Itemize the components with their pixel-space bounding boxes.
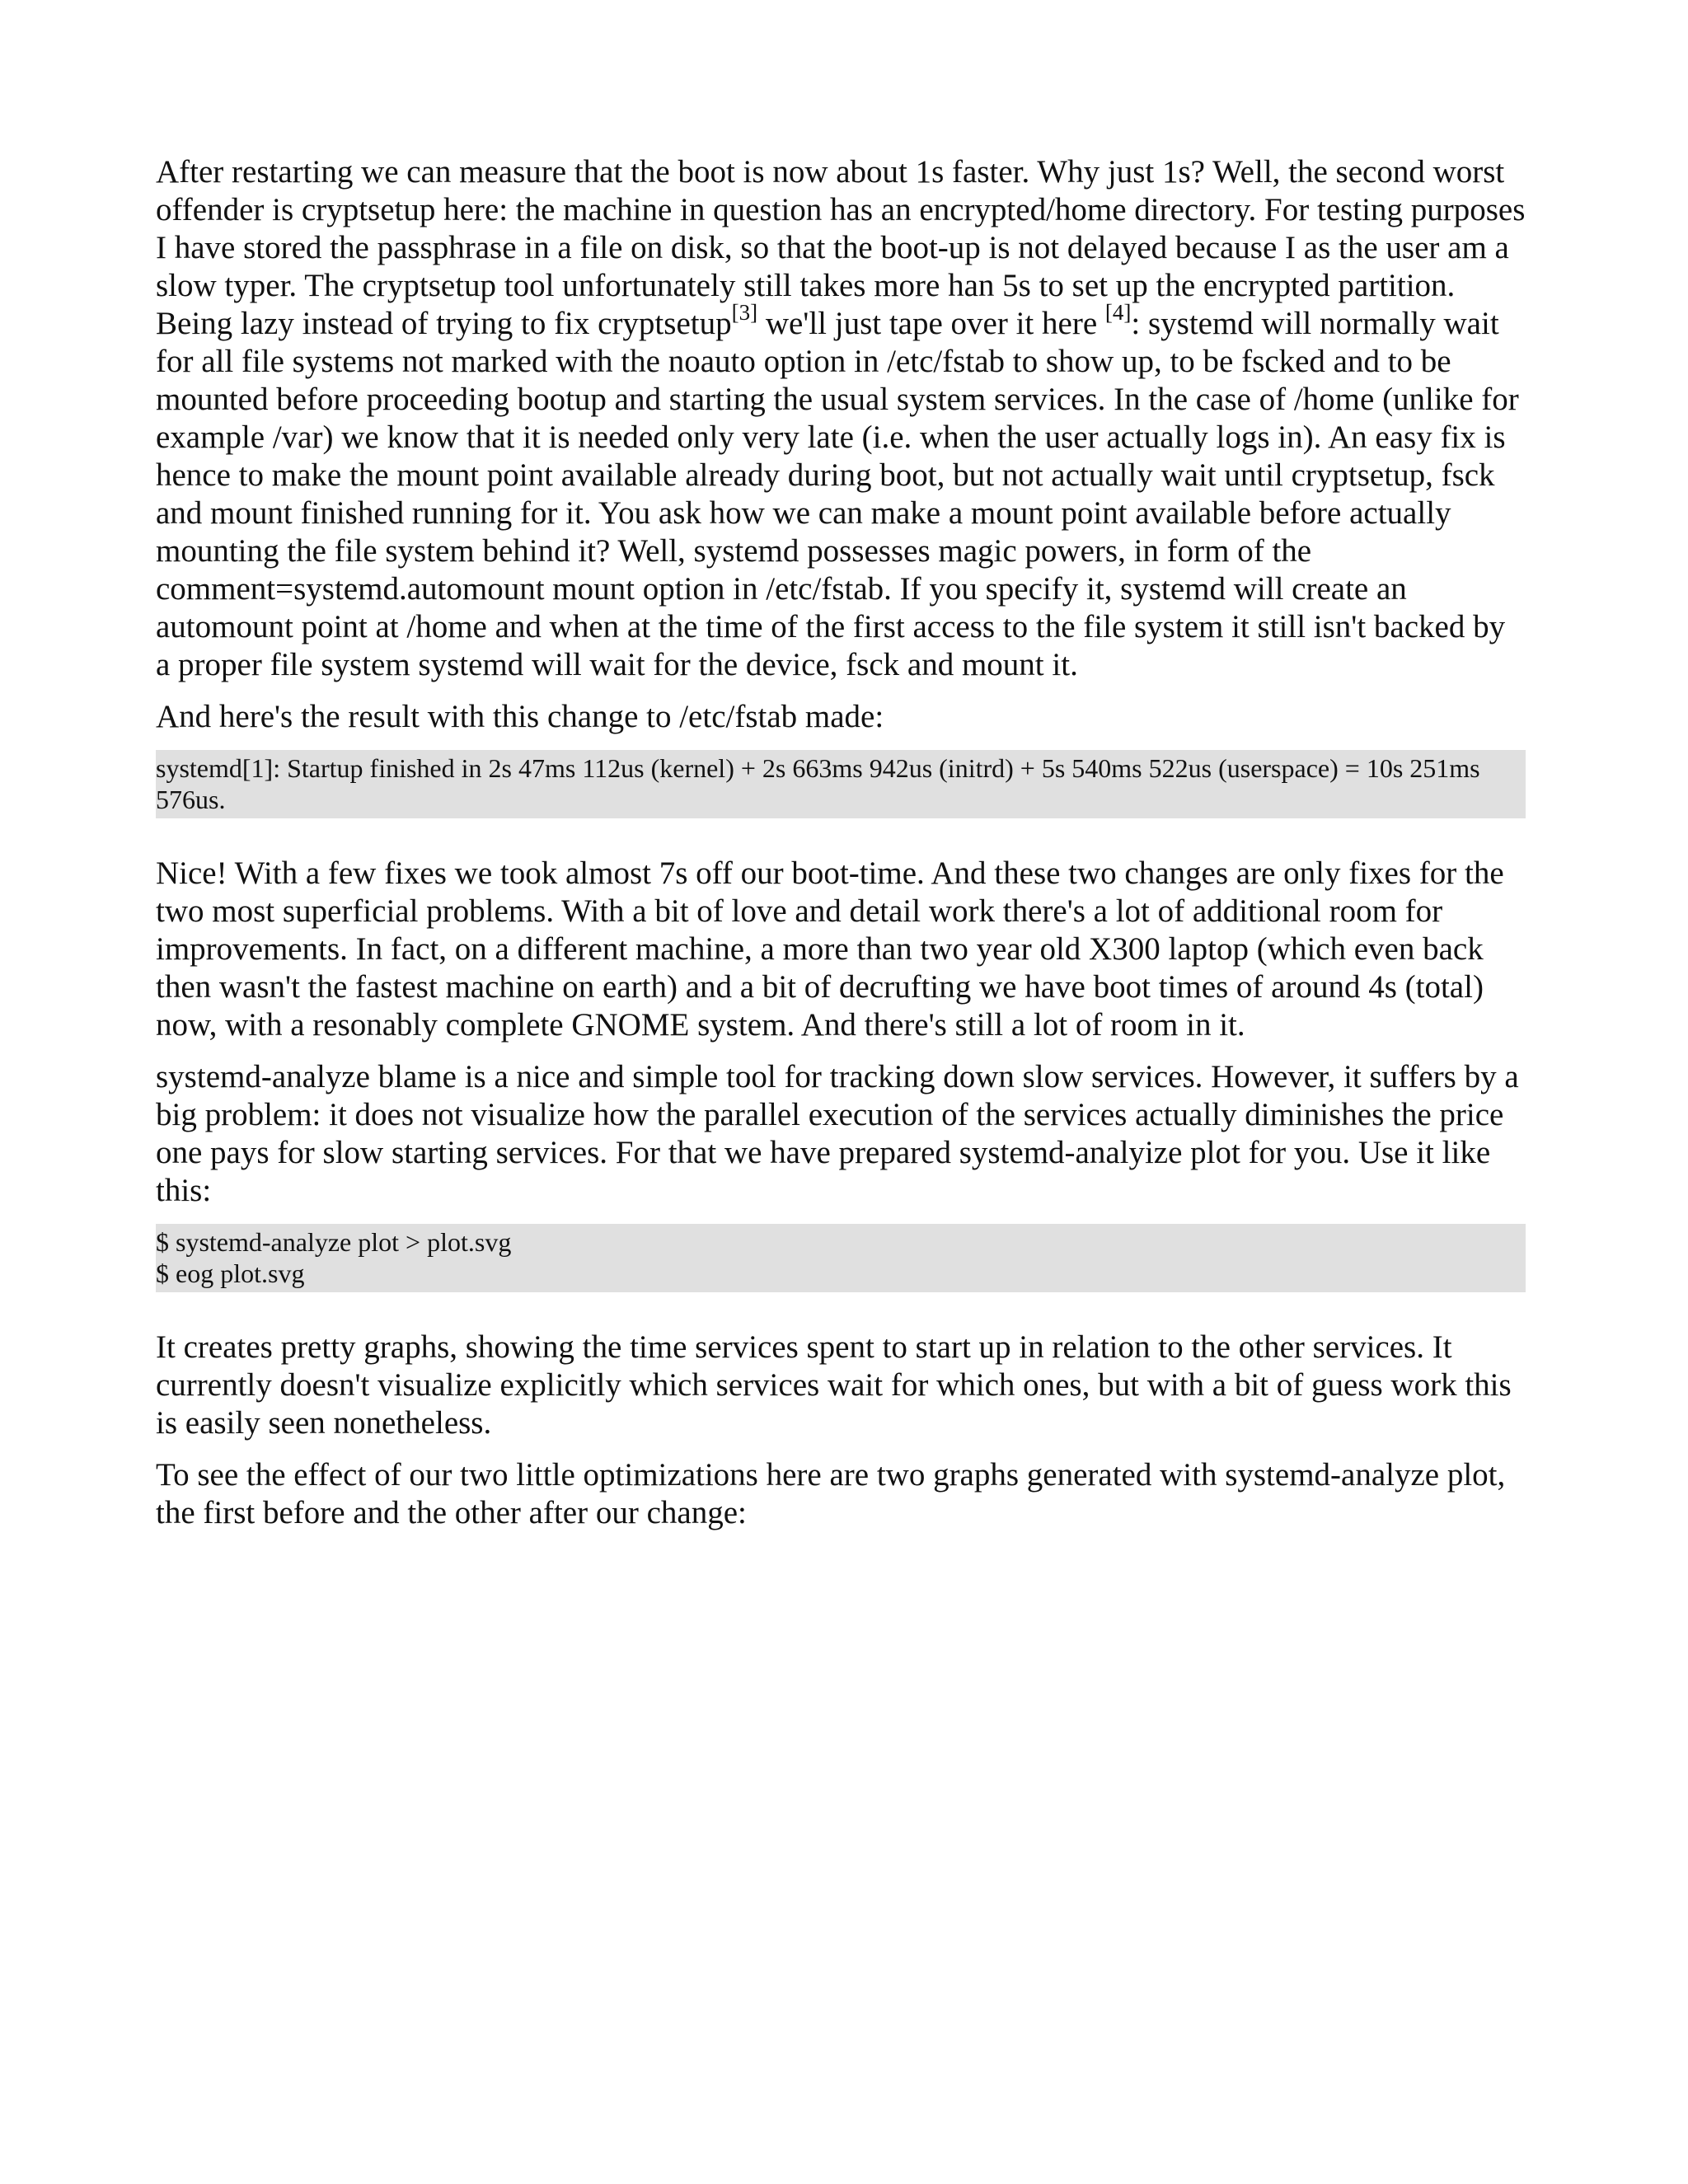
document-page <box>156 153 1526 1546</box>
paragraph-nice: Nice! With a few fixes we took almost 7s off our boot-time. And these two changes are only fixes for the two most superficial problems. With a bit of love and detail work there's a lot of additional room for improvements. In fact, on a different machine, a more than two year old X300 laptop (which even back then wasn't the fastest machine on earth) and a bit of decrufting we have boot times of around 4s (total) now, with a resonably complete GNOME system. And there's still a lot of room in it. <box>156 855 1504 1043</box>
paragraph-pretty-graphs: It creates pretty graphs, showing the time services spent to start up in relation to the other services. It currently doesn't visualize explicitly which services wait for which ones, but with a bit of guess work this is easily seen nonetheless. <box>156 1329 1512 1441</box>
code-line: $ eog plot.svg <box>156 1258 305 1288</box>
footnote-ref-4[interactable]: [4] <box>1104 300 1132 325</box>
code-line: $ systemd-analyze plot > plot.svg <box>156 1227 512 1257</box>
code-block-startup <box>156 750 1526 818</box>
paragraph-cryptsetup <box>156 153 1526 684</box>
code-line: systemd[1]: Startup finished in 2s 47ms 112us (kernel) + 2s 663ms 942us (initrd) + 5s 540ms 522us (userspace) = 10s 251ms 576us. <box>156 753 1480 814</box>
paragraph-text: : systemd will normally wait for all file systems not marked with the noauto option in /etc/fstab to show up, to be fscked and to be mounted before proceeding bootup and starting the usual system services. In the case of /home (unlike for example /var) we know that it is needed only very late (i.e. when the user actually logs in). An easy fix is hence to make the mount point available already during boot, but not actually wait until cryptsetup, fsck and mount finished running for it. You ask how we can make a mount point available before actually mounting the file system behind it? Well, systemd possesses magic powers, in form of the comment=systemd.automount mount option in /etc/fstab. If you specify it, systemd will create an automount point at /home and when at the time of the first access to the file system it still isn't backed by a proper file system systemd will wait for the device, fsck and mount it. <box>156 306 1519 682</box>
paragraph-optimizations: To see the effect of our two little optimizations here are two graphs generated with systemd-analyze plot, the first before and the other after our change: <box>156 1457 1506 1530</box>
paragraph-text: After restarting we can measure that the boot is now about 1s faster. Why just 1s? Well, the second worst offender is cryptsetup here: the machine in question has an encrypted/home directory. For testing purposes I have stored the passphrase in a file on disk, so that the boot-up is not delayed because I as the user am a slow typer. The cryptsetup tool unfortunately still takes more han 5s to set up the encrypted partition. Being lazy instead of trying to fix cryptsetup <box>156 154 1526 341</box>
paragraph-text: we'll just tape over it here <box>757 306 1105 341</box>
paragraph-result-intro: And here's the result with this change to /etc/fstab made: <box>156 699 884 734</box>
paragraph-blame: systemd-analyze blame is a nice and simple tool for tracking down slow services. However, it suffers by a big problem: it does not visualize how the parallel execution of the services actually diminishes the price one pays for slow starting services. For that we have prepared systemd-analyize plot for you. Use it like this: <box>156 1059 1519 1208</box>
code-block-plot <box>156 1224 1526 1292</box>
footnote-ref-3[interactable]: [3] <box>731 300 758 325</box>
